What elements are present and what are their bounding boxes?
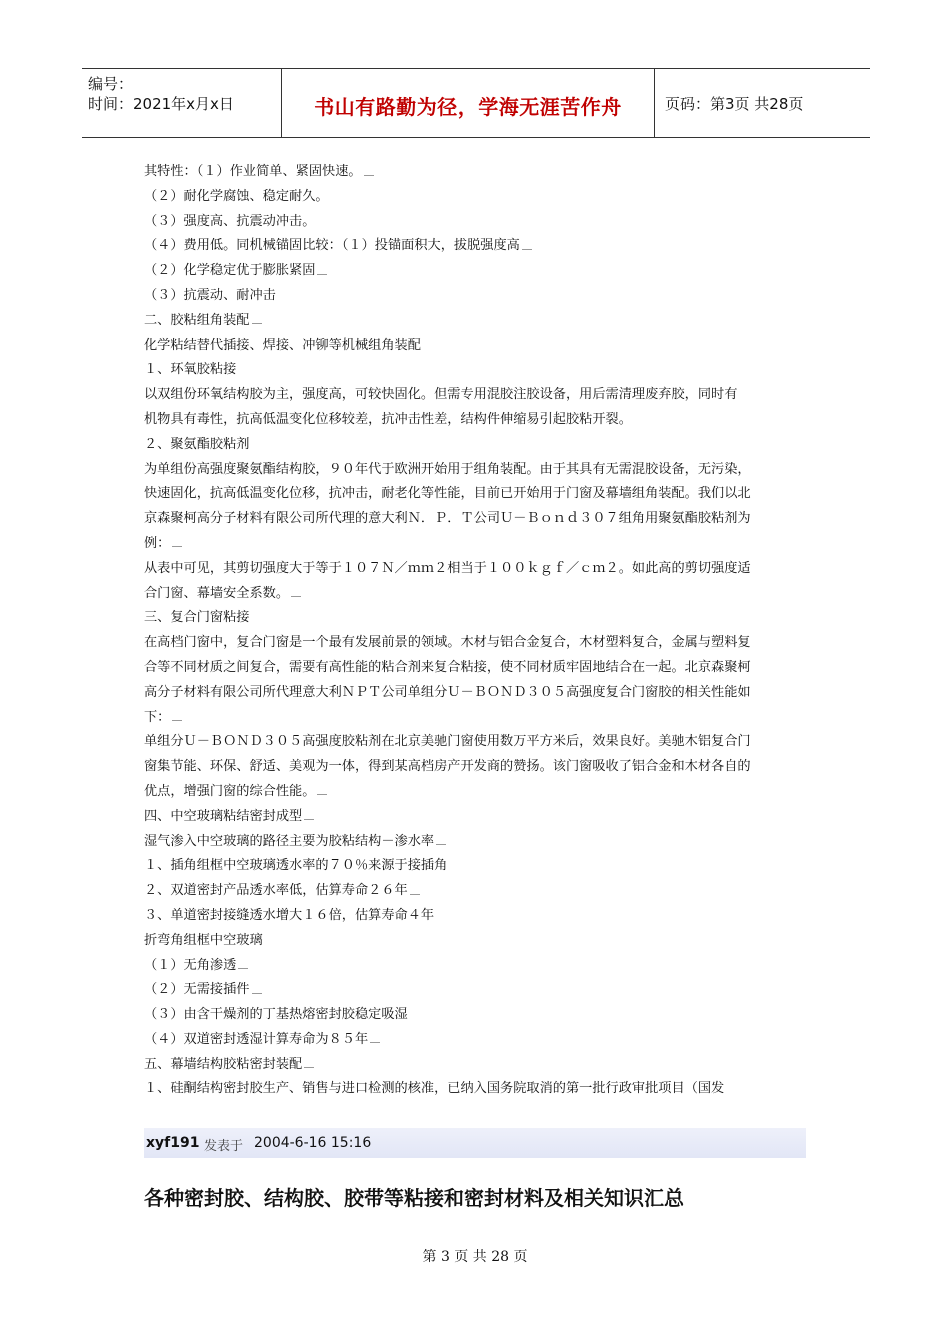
paragraph-mark-icon: [364, 167, 374, 176]
text-line-content: 三、复合门窗粘接: [144, 610, 250, 626]
text-line: [144, 1053, 809, 1078]
text-line-content: （２）无需接插件: [144, 982, 250, 998]
text-line-content: ２、聚氨酯胶粘剂: [144, 436, 250, 452]
text-line: [144, 383, 809, 408]
paragraph-mark-icon: [238, 960, 248, 969]
page-info: 页码：第3页 共28页: [665, 95, 804, 113]
text-line: [144, 582, 809, 607]
number-label: 编号：: [88, 75, 134, 93]
text-line-content: 从表中可见，其剪切强度大于等于１０７Ｎ／ｍｍ２相当于１００ｋｇｆ／ｃｍ２。如此高的剪切强度适: [144, 560, 751, 576]
text-line: [144, 780, 809, 805]
text-line: [144, 309, 809, 334]
paragraph-mark-icon: [370, 1034, 380, 1043]
text-line-content: 其特性：（１）作业简单、紧固快速。: [144, 164, 362, 179]
text-line-content: （３）由含干燥剂的丁基热熔密封胶稳定吸湿: [144, 1007, 408, 1023]
text-line-content: 二、胶粘组角装配: [144, 312, 250, 328]
text-line: [144, 978, 809, 1003]
text-line: [144, 234, 809, 259]
text-line: [144, 879, 809, 904]
text-line: [144, 408, 809, 433]
text-line: [144, 929, 809, 954]
text-line: [144, 433, 809, 458]
text-line-content: １、环氧胶粘接: [144, 362, 237, 378]
paragraph-mark-icon: [436, 836, 446, 845]
text-line-content: （１）无角渗透: [144, 957, 237, 973]
text-line-content: 合等不同材质之间复合，需要有高性能的粘合剂来复合粘接，使不同材质牢固地结合在一起。北京森聚柯: [144, 659, 751, 675]
page-footer: 第 3 页 共 28 页: [422, 1249, 528, 1265]
text-line-content: １、硅酮结构密封胶生产、销售与进口检测的核准，已纳入国务院取消的第一批行政审批项目（国发: [144, 1081, 725, 1097]
text-line-content: （３）强度高、抗震动冲击。: [144, 213, 316, 229]
text-line: [144, 1028, 809, 1053]
text-line: [144, 854, 809, 879]
text-line-content: 折弯角组框中空玻璃: [144, 932, 263, 948]
paragraph-mark-icon: [410, 886, 420, 895]
text-line: [144, 1077, 809, 1102]
text-line: [144, 904, 809, 929]
text-line-content: 高分子材料有限公司所代理意大利ＮＰＴ公司单组分Ｕ－ＢＯＮＤ３０５高强度复合门窗胶的相关性能如: [144, 684, 751, 700]
paragraph-mark-icon: [317, 266, 327, 275]
text-line-content: ３、单道密封接缝透水增大１６倍，估算寿命４年: [144, 907, 435, 923]
paragraph-mark-icon: [291, 588, 301, 597]
text-line-content: 优点，增强门窗的综合性能。: [144, 783, 316, 799]
text-line: [144, 557, 809, 582]
paragraph-mark-icon: [304, 1059, 314, 1068]
paragraph-mark-icon: [522, 241, 532, 250]
motto: 书山有路勤为径，学海无涯苦作舟: [314, 95, 622, 119]
text-line-content: 化学粘结替代插接、焊接、冲铆等机械组角装配: [144, 337, 421, 353]
text-line: [144, 358, 809, 383]
post-info-bar: [144, 1128, 806, 1158]
text-line-content: 快速固化，抗高低温变化位移，抗冲击，耐老化等性能，目前已开始用于门窗及幕墙组角装配。我们以北: [144, 486, 751, 502]
text-line-content: ２、双道密封产品透水率低，估算寿命２６年: [144, 883, 408, 899]
text-line: [144, 259, 809, 284]
text-line: [144, 830, 809, 855]
body-text: [144, 160, 809, 1102]
text-line: [144, 482, 809, 507]
text-line-content: 以双组份环氧结构胶为主，强度高，可较快固化。但需专用混胶注胶设备，用后需清理废弃胶，同时有: [144, 387, 738, 403]
text-line: [144, 1003, 809, 1028]
text-line: [144, 706, 809, 731]
text-line: [144, 631, 809, 656]
post-title: 各种密封胶、结构胶、胶带等粘接和密封材料及相关知识汇总: [144, 1186, 684, 1210]
text-line: [144, 507, 809, 532]
paragraph-mark-icon: [252, 985, 262, 994]
text-line: [144, 334, 809, 359]
text-line: [144, 805, 809, 830]
header-page-cell: [655, 69, 870, 137]
text-line-content: 合门窗、幕墙安全系数。: [144, 585, 290, 601]
text-line-content: １、插角组框中空玻璃透水率的７０％来源于接插角: [144, 858, 448, 874]
text-line: [144, 210, 809, 235]
text-line-content: 湿气渗入中空玻璃的路径主要为胶粘结构－渗水率: [144, 833, 435, 849]
paragraph-mark-icon: [172, 712, 182, 721]
paragraph-mark-icon: [317, 786, 327, 795]
text-line-content: （４）费用低。同机械锚固比较：（１）投锚面积大，拔脱强度高: [144, 238, 520, 254]
text-line-content: 机物具有毒性，抗高低温变化位移较差，抗冲击性差，结构件伸缩易引起胶粘开裂。: [144, 411, 632, 427]
text-line: [144, 681, 809, 706]
header-motto-cell: [281, 69, 655, 137]
text-line: [144, 160, 809, 185]
text-line: [144, 458, 809, 483]
text-line: [144, 656, 809, 681]
text-line-content: 京森聚柯高分子材料有限公司所代理的意大利Ｎ．Ｐ．Ｔ公司Ｕ－Ｂｏｎｄ３０７组角用聚氨酯胶粘剂为: [144, 511, 751, 527]
document-header: [82, 68, 870, 138]
text-line-content: 窗集节能、环保、舒适、美观为一体，得到某高档房产开发商的赞扬。该门窗吸收了铝合金和木材各自的: [144, 759, 751, 775]
text-line-content: （２）化学稳定优于膨胀紧固: [144, 263, 316, 279]
text-line: [144, 284, 809, 309]
text-line-content: 例：: [144, 535, 171, 551]
text-line-content: （４）双道密封透湿计算寿命为８５年: [144, 1031, 369, 1047]
text-line-content: 五、幕墙结构胶粘密封装配: [144, 1056, 303, 1072]
text-line: [144, 730, 809, 755]
text-line-content: 为单组份高强度聚氨酯结构胶，９０年代于欧洲开始用于组角装配。由于其具有无需混胶设备，无污染，: [144, 461, 751, 477]
text-line-content: （２）耐化学腐蚀、稳定耐久。: [144, 188, 329, 204]
published-label: 发表于: [204, 1139, 244, 1154]
text-line: [144, 755, 809, 780]
post-datetime: 2004-6-16 15:16: [254, 1135, 372, 1151]
paragraph-mark-icon: [304, 811, 314, 820]
text-line: [144, 954, 809, 979]
text-line: [144, 606, 809, 631]
header-meta-cell: [82, 69, 280, 137]
paragraph-mark-icon: [252, 315, 262, 324]
text-line-content: 单组分Ｕ－ＢＯＮＤ３０５高强度胶粘剂在北京美驰门窗使用数万平方米后，效果良好。美驰木铝复合门: [144, 734, 751, 750]
time-label: 时间：2021年x月x日: [88, 95, 234, 113]
text-line-content: 四、中空玻璃粘结密封成型: [144, 808, 303, 824]
text-line-content: 下：: [144, 709, 171, 725]
text-line: [144, 532, 809, 557]
text-line: [144, 185, 809, 210]
paragraph-mark-icon: [172, 538, 182, 547]
post-author[interactable]: xyf191: [146, 1135, 200, 1151]
text-line-content: 在高档门窗中，复合门窗是一个最有发展前景的领域。木材与铝合金复合，木材塑料复合，金属与塑料复: [144, 635, 751, 651]
text-line-content: （３）抗震动、耐冲击: [144, 287, 276, 303]
